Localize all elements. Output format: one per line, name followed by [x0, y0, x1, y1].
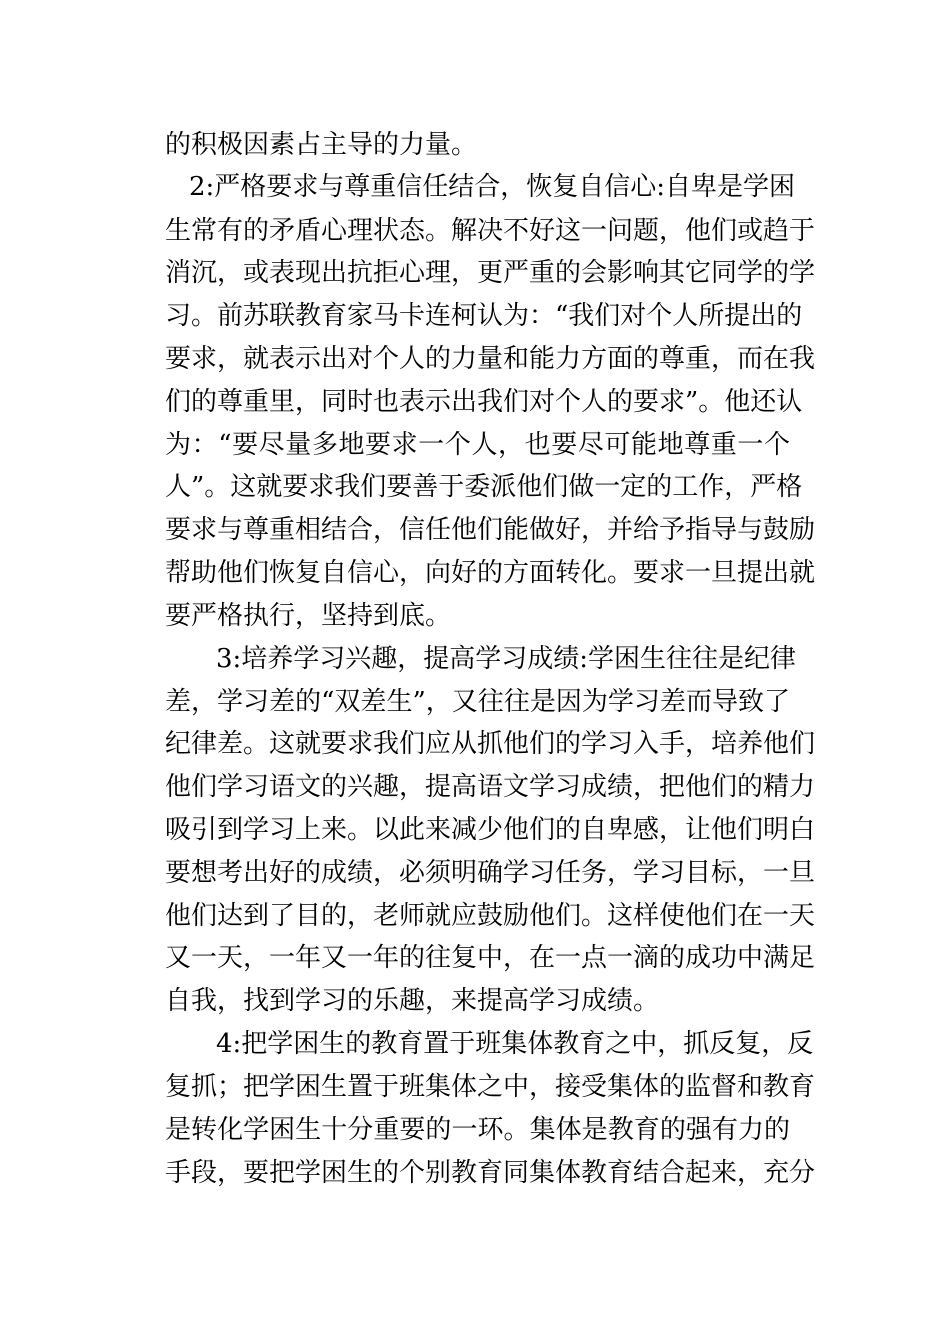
text-line: 为：“要尽量多地要求一个人，也要尽可能地尊重一个	[165, 430, 790, 460]
text-line: 生常有的矛盾心理状态。解决不好这一问题，他们或趋于	[165, 216, 816, 246]
text-line: 又一天，一年又一年的往复中，在一点一滴的成功中满足	[165, 943, 816, 973]
text-line: 他们达到了目的，老师就应鼓励他们。这样使他们在一天	[165, 901, 816, 931]
text-line: 吸引到学习上来。以此来减少他们的自卑感，让他们明白	[165, 815, 816, 845]
text-line: 人”。这就要求我们要善于委派他们做一定的工作，严格	[165, 472, 803, 502]
text-line: 纪律差。这就要求我们应从抓他们的学习入手，培养他们	[165, 729, 816, 759]
text-line: 要求与尊重相结合，信任他们能做好，并给予指导与鼓励	[165, 515, 816, 545]
text-line: 自我，找到学习的乐趣，来提高学习成绩。	[165, 986, 660, 1016]
text-line: 要求，就表示出对个人的力量和能力方面的尊重，而在我	[165, 344, 816, 374]
text-line: 复抓；把学困生置于班集体之中，接受集体的监督和教育	[165, 1072, 816, 1102]
text-line: 手段，要把学困生的个别教育同集体教育结合起来，充分	[165, 1158, 816, 1188]
text-line: 习。前苏联教育家马卡连柯认为：“我们对个人所提出的	[165, 301, 803, 331]
paragraph-2-first-line: 2:严格要求与尊重信任结合，恢复自信心:自卑是学困	[189, 172, 796, 202]
text-line: 帮助他们恢复自信心，向好的方面转化。要求一旦提出就	[165, 558, 816, 588]
text-line: 是转化学困生十分重要的一环。集体是教育的强有力的	[165, 1115, 790, 1145]
paragraph-3-first-line: 3:培养学习兴趣，提高学习成绩:学困生往往是纪律	[216, 644, 797, 674]
text-line: 差，学习差的“双差生”，又往往是因为学习差而导致了	[165, 687, 790, 717]
text-line: 要想考出好的成绩，必须明确学习任务，学习目标，一旦	[165, 858, 816, 888]
paragraph-4-first-line: 4:把学困生的教育置于班集体教育之中，抓反复，反	[216, 1029, 814, 1059]
text-line: 们的尊重里，同时也表示出我们对个人的要求”。他还认	[165, 387, 803, 417]
text-line: 他们学习语文的兴趣，提高语文学习成绩，把他们的精力	[165, 772, 816, 802]
text-line: 的积极因素占主导的力量。	[165, 130, 478, 160]
text-line: 要严格执行，坚持到底。	[165, 601, 452, 631]
text-line: 消沉，或表现出抗拒心理，更严重的会影响其它同学的学	[165, 258, 816, 288]
